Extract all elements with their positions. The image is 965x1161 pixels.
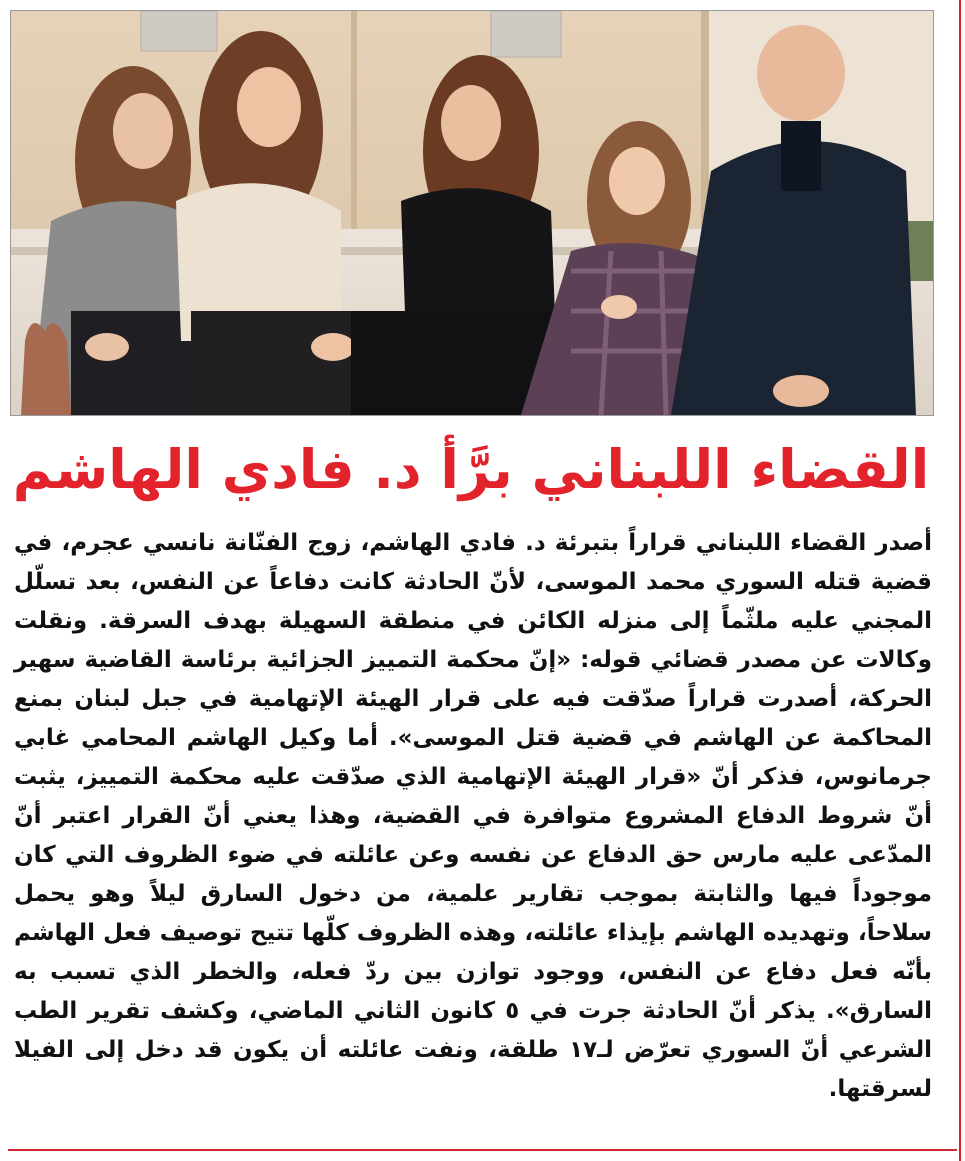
article-headline: القضاء اللبناني برَّأ د. فادي الهاشم [12, 438, 930, 501]
article-body: أصدر القضاء اللبناني قراراً بتبرئة د. فادي الهاشم، زوج الفنّانة نانسي عجرم، في قضية قتله السوري محمد الموسى، لأنّ الحادثة كانت دفاعاً عن النفس، بعد تسلّل المجني عليه ملثّماً إلى منزله الكائن في منطقة السهيلة بهدف السرقة. ونقلت وكالات عن مصدر قضائي قوله: «إنّ محكمة التمييز الجزائية برئاسة القاضية سهير الحركة، أصدرت قراراً صدّقت فيه على قرار الهيئة الإتهامية في جبل لبنان بمنع المحاكمة عن الهاشم في قضية قتل الموسى». أما وكيل الهاشم المحامي غابي جرمانوس، فذكر أنّ «قرار الهيئة الإتهامية الذي صدّقت عليه محكمة التمييز، يثبت أنّ شروط الدفاع المشروع متوافرة في القضية، وهذا يعني أنّ القرار اعتبر أنّ المدّعى عليه مارس حق الدفاع عن نفسه وعن عائلته في ضوء الظروف التي كان موجوداً فيها والثابتة بموجب تقارير علمية، من دخول السارق ليلاً وهو يحمل سلاحاً، وتهديده الهاشم بإيذاء عائلته، وهذه الظروف كلّها تتيح توصيف فعل الهاشم بأنّه فعل دفاع عن النفس، ووجود توازن بين ردّ فعله، والخطر الذي تسبب به السارق». يذكر أنّ الحادثة جرت في ٥ كانون الثاني الماضي، وكشف تقرير الطب الشرعي أنّ السوري تعرّض لـ١٧ طلقة، ونفت عائلته أن يكون قد دخل إلى الفيلا لسرقتها. [14, 530, 932, 1102]
family-photo [10, 10, 934, 416]
right-border-rule [959, 0, 961, 1161]
bottom-border-rule [8, 1149, 957, 1151]
family-photo-icon [11, 11, 933, 415]
